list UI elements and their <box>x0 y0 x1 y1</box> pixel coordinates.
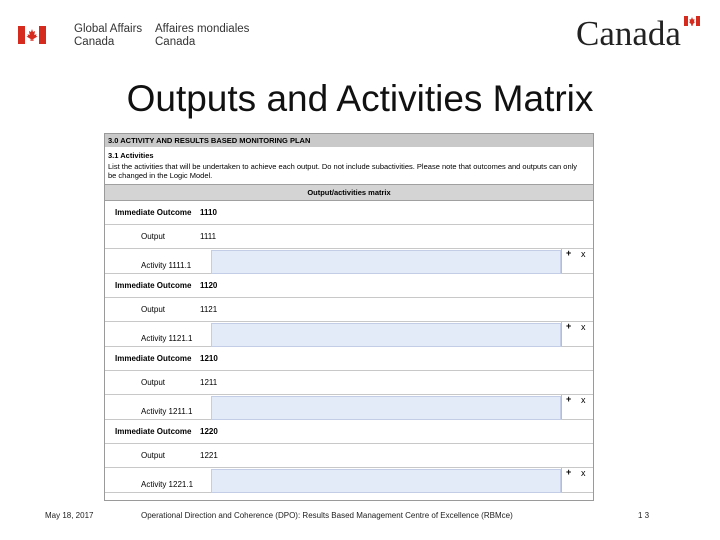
output-label: Output <box>141 232 166 241</box>
activity-form <box>104 133 594 501</box>
add-activity-button[interactable]: + <box>566 467 572 477</box>
add-activity-button[interactable]: + <box>566 321 572 331</box>
footer-date: May 18, 2017 <box>45 511 94 520</box>
canada-wordmark <box>576 14 706 48</box>
remove-activity-button[interactable]: x <box>581 322 586 332</box>
remove-activity-button[interactable]: x <box>581 249 586 259</box>
output-code: 1221 <box>200 451 218 460</box>
output-code: 1211 <box>200 378 218 387</box>
dept-fr-line1: Affaires mondiales <box>155 23 250 35</box>
outcome-label: Immediate Outcome <box>115 208 192 217</box>
activity-buttons <box>561 249 593 273</box>
outcome-label: Immediate Outcome <box>115 281 192 290</box>
activity-row <box>105 322 593 347</box>
dept-fr-line2: Canada <box>155 36 196 48</box>
add-activity-button[interactable]: + <box>566 248 572 258</box>
page-number: 1 3 <box>638 511 650 520</box>
section-header: 3.0 ACTIVITY AND RESULTS BASED MONITORING PLAN <box>105 134 593 147</box>
activity-buttons <box>561 322 593 346</box>
dept-en-line2: Canada <box>74 36 115 48</box>
activity-input[interactable] <box>211 469 561 493</box>
activity-input[interactable] <box>211 250 561 274</box>
activity-label: Activity 1221.1 <box>141 480 194 489</box>
activity-buttons <box>561 468 593 492</box>
subsection-title: 3.1 Activities <box>108 151 154 160</box>
canada-flag-icon <box>18 26 46 44</box>
activity-label: Activity 1211.1 <box>141 407 193 416</box>
output-row <box>105 371 593 395</box>
immediate-outcome-row <box>105 274 593 298</box>
immediate-outcome-row <box>105 201 593 225</box>
output-code: 1111 <box>200 232 217 241</box>
dept-en-line1: Global Affairs <box>74 23 143 35</box>
output-label: Output <box>141 305 166 314</box>
slide-title: Outputs and Activities Matrix <box>126 78 594 119</box>
activity-row <box>105 249 593 274</box>
activity-label: Activity 1121.1 <box>141 334 193 343</box>
activity-input[interactable] <box>211 323 561 347</box>
output-row <box>105 298 593 322</box>
add-activity-button[interactable]: + <box>566 394 572 404</box>
remove-activity-button[interactable]: x <box>581 395 586 405</box>
immediate-outcome-row <box>105 420 593 444</box>
output-label: Output <box>141 378 166 387</box>
outcome-code: 1210 <box>200 354 218 363</box>
instructions-text: List the activities that will be undertaken to achieve each output. Do not include subactivities. Please note that outcomes and outputs can only be changed in the Logic Model. <box>108 162 578 180</box>
output-code: 1121 <box>200 305 218 314</box>
outcome-code: 1220 <box>200 427 218 436</box>
wordmark-flag-icon <box>684 16 700 26</box>
department-name-english <box>74 23 142 49</box>
immediate-outcome-row <box>105 347 593 371</box>
activity-label: Activity 1111.1 <box>141 261 192 270</box>
output-label: Output <box>141 451 166 460</box>
remove-activity-button[interactable]: x <box>581 468 586 478</box>
activity-buttons <box>561 395 593 419</box>
outcome-label: Immediate Outcome <box>115 427 192 436</box>
footer-organization: Operational Direction and Coherence (DPO): Results Based Management Centre of Excellence (RBMce) <box>141 511 513 520</box>
activity-row <box>105 468 593 493</box>
matrix-header: Output/activities matrix <box>105 184 593 201</box>
output-row <box>105 225 593 249</box>
activity-row <box>105 395 593 420</box>
wordmark-text: Canada <box>576 14 681 48</box>
output-row <box>105 444 593 468</box>
outcome-label: Immediate Outcome <box>115 354 192 363</box>
outcome-code: 1110 <box>200 208 217 217</box>
outcome-code: 1120 <box>200 281 218 290</box>
department-name-french <box>155 23 249 49</box>
activity-input[interactable] <box>211 396 561 420</box>
